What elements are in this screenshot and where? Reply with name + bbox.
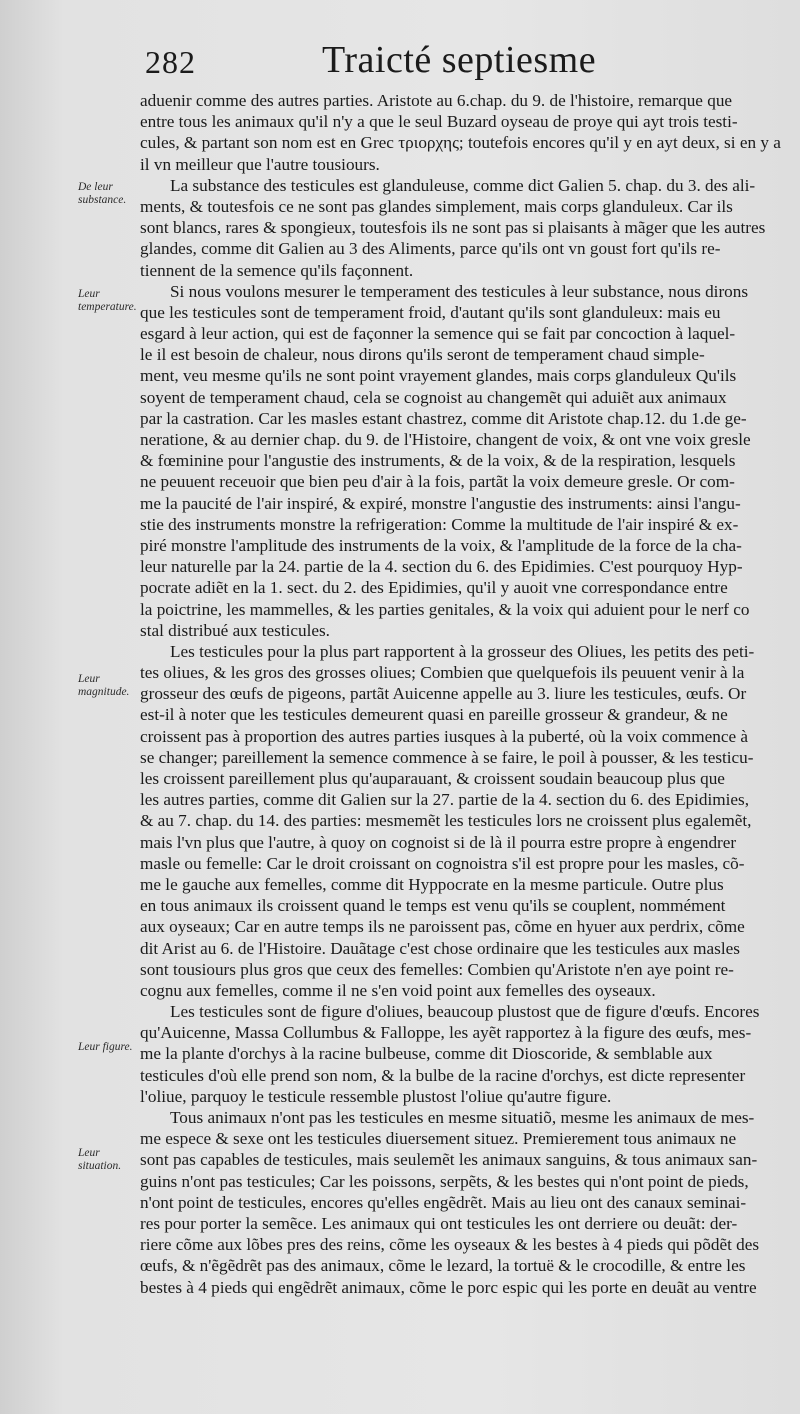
text-line: stie des instruments monstre la refrigeration: Comme la multitude de l'air inspiré & ex- (140, 514, 739, 534)
running-title: Traicté septiesme (322, 39, 597, 81)
text-line: masle ou femelle: Car le droit croissant on cognoistra s'il est propre pour les masles, cõ- (140, 853, 745, 873)
text-line: sont tousiours plus gros que ceux des femelles: Combien qu'Aristote n'en aye point re- (140, 959, 734, 979)
text-line: mais l'vn plus que l'autre, à quoy on cognoist si de là il pourra estre propre à engendrer (140, 832, 737, 852)
text-line: testicules d'où elle prend son nom, & la bulbe de la racine d'orchys, est dicte representer (140, 1065, 746, 1085)
text-line: les autres parties, comme dit Galien sur la 27. partie de la 4. section du 6. des Epidimies, (140, 790, 750, 810)
text-line: La substance des testicules est glanduleuse, comme dict Galien 5. chap. du 3. des ali- (170, 175, 756, 195)
text-line: Si nous voulons mesurer le temperament des testicules à leur substance, nous dirons (170, 281, 749, 301)
text-line: grosseur des œufs de pigeons, partãt Auicenne appelle au 3. liure les testicules, œufs. Or (140, 684, 747, 704)
text-line: entre tous les animaux qu'il n'y a que le seul Buzard oyseau de proye qui ayt trois testi- (140, 112, 738, 132)
text-line: riere cõme aux lõbes pres des reins, cõme les oyseaux & les bestes à 4 pieds qui põdẽt des (140, 1235, 760, 1255)
text-line: œufs, & n'ẽgẽdrẽt pas des animaux, cõme le lezard, la tortuë & le crocodille, & entre les (140, 1256, 746, 1276)
text-line: stal distribué aux testicules. (140, 620, 330, 640)
text-line: ment, veu mesme qu'ils ne sont point vrayement glandes, mais corps glanduleux Qu'ils (140, 366, 737, 386)
text-line: tes oliues, & les gros des grosses oliues; Combien que quelquefois ils peuuent venir à la (140, 663, 745, 683)
text-line: le il est besoin de chaleur, nous dirons qu'ils seront de temperament chaud simple- (140, 345, 705, 365)
page-number: 282 (145, 44, 196, 80)
text-line: sont blancs, rares & spongieux, toutesfois ils ne sont pas si plaisants à mãger que les autres (140, 218, 766, 238)
body-text (140, 90, 786, 1298)
text-line: leur naturelle par la 24. partie de la 4. section du 6. des Epidimies. C'est pourquoy Hyp- (140, 557, 743, 577)
margin-note-figure: Leur figure. (78, 1041, 133, 1053)
margin-note-magnitude: Leur magnitude. (78, 673, 130, 698)
text-line: tiennent de la semence qu'ils façonnent. (140, 260, 414, 280)
text-line: & au 7. chap. du 14. des parties: mesmemẽt les testicules lors ne croissent plus egalemẽt, (140, 811, 752, 831)
text-line: Les testicules sont de figure d'oliues, beaucoup plustost que de figure d'œufs. Encores (170, 1002, 760, 1022)
text-line: se changer; pareillement la semence commence à se faire, le poil à pousser, & les testicu- (140, 747, 754, 767)
text-line: cules, & partant son nom est en Grec τριορχης; toutefois encores qu'il y en ayt deux, si en y a (140, 133, 781, 153)
text-line: dit Arist au 6. de l'Histoire. Dauãtage c'est chose ordinaire que les testicules aux masles (140, 938, 740, 958)
margin-note-situation: Leur situation. (78, 1147, 122, 1172)
margin-note-temperature: Leur temperature. (78, 288, 137, 313)
text-line: sont pas capables de testicules, mais seulemẽt les animaux sanguins, & tous animaux san- (140, 1150, 758, 1170)
text-line: pocrate adiẽt en la 1. sect. du 2. des Epidimies, qu'il y auoit vne correspondance entre (140, 578, 728, 598)
text-line: neratione, & au dernier chap. du 9. de l'Histoire, changent de voix, & ont vne voix gresle (140, 430, 751, 449)
text-line: guins n'ont pas testicules; Car les poissons, serpẽts, & les bestes qui n'ont point de pieds, (140, 1171, 749, 1191)
text-line: que les testicules sont de temperament froid, d'autant qu'ils sont glanduleux: mais eu (140, 302, 721, 322)
text-line: les croissent pareillement plus qu'auparauant, & croissent soudain beaucoup plus que (140, 769, 725, 788)
text-line: me le gauche aux femelles, comme dit Hyppocrate en la mesme particule. Outre plus (140, 874, 724, 894)
margin-note-substance: De leur substance. (78, 181, 127, 206)
text-line: bestes à 4 pieds qui engẽdrẽt animaux, cõme le porc espic qui les porte en deuãt au ventre (140, 1277, 757, 1297)
text-line: Tous animaux n'ont pas les testicules en mesme situatiõ, mesme les animaux de mes- (170, 1108, 755, 1127)
text-line: ne peuuent receuoir que bien peu d'air à la fois, partãt la voix demeure gresle. Or com- (140, 472, 735, 492)
text-line: croissent pas à proportion des autres parties iusques à la puberté, où la voix commence à (140, 726, 749, 746)
text-line: me espece & sexe ont les testicules diuersement situez. Premierement tous animaux ne (140, 1129, 737, 1149)
text-line: qu'Auicenne, Massa Collumbus & Falloppe, les ayẽt rapportez à la figure des œufs, mes- (140, 1023, 752, 1043)
text-line: aux oyseaux; Car en autre temps ils ne paroissent pas, cõme en hyuer aux perdrix, cõme (140, 917, 745, 937)
text-line: soyent de temperament chaud, cela se cognoist au changemẽt qui aduiẽt aux animaux (140, 387, 727, 407)
text-line: me la paucité de l'air inspiré, & expiré, monstre l'angustie des instruments: ainsi l'angu- (140, 493, 741, 513)
text-line: me la plante d'orchys à la racine bulbeuse, comme dit Dioscoride, & semblable aux (140, 1044, 713, 1064)
text-line: en tous animaux ils croissent quand le temps est venu qu'ils se couplent, nommément (140, 896, 726, 916)
text-line: ments, & toutesfois ce ne sont pas glandes simplement, mais corps glanduleux. Car ils (140, 196, 733, 216)
page-header (0, 38, 800, 88)
text-line: l'oliue, parquoy le testicule ressemble plustost l'oliue qu'autre figure. (140, 1086, 612, 1106)
text-line: aduenir comme des autres parties. Aristote au 6.chap. du 9. de l'histoire, remarque que (140, 91, 733, 110)
text-line: res pour porter la semẽce. Les animaux qui ont testicules les ont derriere ou deuãt: der- (140, 1213, 738, 1233)
text-line: esgard à leur action, qui est de façonner la semence qui se fait par concoction à laquel- (140, 324, 736, 344)
text-line: il vn meilleur que l'autre tousiours. (140, 154, 380, 174)
text-line: glandes, comme dit Galien au 3 des Aliments, parce qu'ils ont vn goust fort qu'ils re- (140, 239, 721, 259)
text-line: Les testicules pour la plus part rapportent à la grosseur des Oliues, les petits des peti- (170, 641, 755, 661)
text-line: par la castration. Car les masles estant chastrez, comme dit Aristote chap.12. du 1.de ge- (140, 408, 747, 428)
text-line: est-il à noter que les testicules demeurent quasi en pareille grosseur & grandeur, & ne (140, 705, 728, 725)
text-line: n'ont point de testicules, encores qu'elles engẽdrẽt. Mais au lieu ont des canaux seminai- (140, 1192, 747, 1212)
text-line: la poictrine, les mammelles, & les parties genitales, & la voix qui aduient pour le nerf co (140, 599, 750, 619)
text-line: cognu aux femelles, comme il ne s'en void point aux femelles des oyseaux. (140, 980, 656, 1000)
text-line: & fœminine pour l'angustie des instruments, & de la voix, & de la respiration, lesquels (140, 451, 736, 471)
text-line: piré monstre l'amplitude des instruments de la voix, & l'amplitude de la force de la cha- (140, 535, 742, 555)
